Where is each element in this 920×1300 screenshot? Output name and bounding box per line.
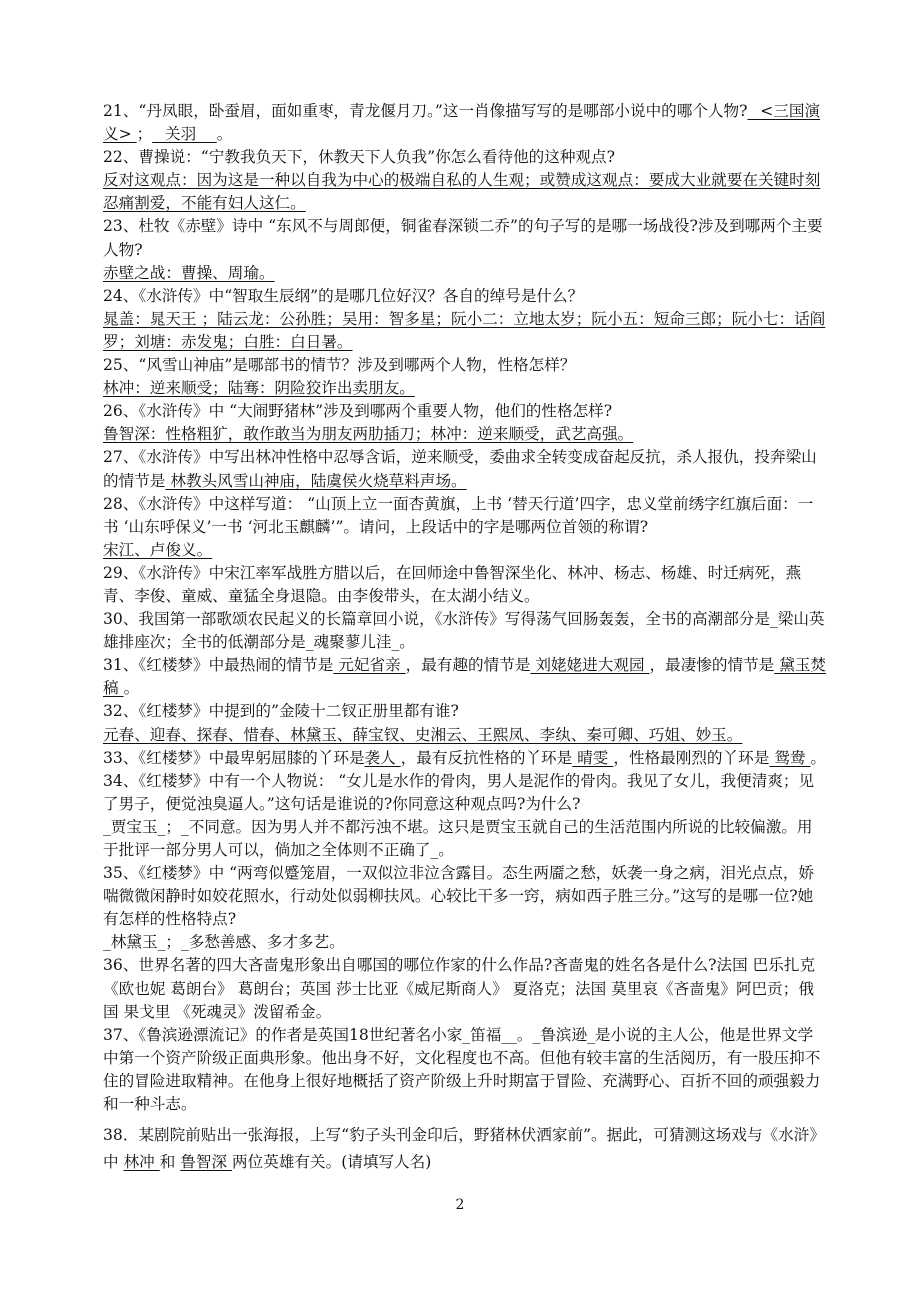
question-text-21: 。 bbox=[216, 125, 233, 144]
blank-answer-33: 袭人 bbox=[364, 748, 401, 767]
question-text-32: 32、《红楼梦》中提到的”金陵十二钗正册里都有谁? bbox=[103, 702, 459, 721]
blank-answer-21: _ 关羽_ _ bbox=[152, 125, 217, 144]
blank-answer-31: 黛玉焚稿 bbox=[103, 656, 827, 698]
question-24 bbox=[103, 285, 828, 354]
question-21 bbox=[103, 100, 828, 146]
blank-answer-33: 鸳鸯 bbox=[769, 748, 811, 767]
question-38 bbox=[103, 1122, 828, 1176]
answer-22: 反对这观点：因为这是一种以自我为中心的极端自私的人生观；或赞成这观点：要成大业就要在关键时刻忍痛割爱，不能有妇人这仁。 bbox=[103, 171, 821, 213]
question-text-33: 33、《红楼梦》中最卑躬屈膝的丫环是 bbox=[103, 748, 365, 767]
question-29 bbox=[103, 562, 828, 608]
question-text-23: 23、杜牧《赤壁》诗中 “东风不与周郎便，铜雀春深锁二乔”的句子写的是哪一场战役?涉及到哪两个主要人物? bbox=[103, 217, 823, 259]
question-text-35: 35、《红楼梦》中 “两弯似蹙笼眉，一双似泣非泣含露目。态生两靥之愁，妖袭一身之病，泪光点点，娇喘微微闲静时如姣花照水，行动处似弱柳扶风。心较比干多一窍，病如西子胜三分。”这写的是哪一位?她有怎样的性格特点? bbox=[103, 864, 815, 929]
answer-23: 赤壁之战：曹操、周瑜。 bbox=[103, 263, 275, 282]
question-list bbox=[103, 100, 828, 1176]
answer-32: 元春、迎春、探春、惜春、林黛玉、薛宝钗、史湘云、王熙凤、李纨、秦可卿、巧姐、妙玉。 bbox=[103, 725, 743, 744]
question-25 bbox=[103, 354, 828, 400]
question-28 bbox=[103, 493, 828, 562]
question-text-24: 24、《水浒传》中“智取生辰纲”的是哪几位好汉？各自的绰号是什么？ bbox=[103, 286, 584, 305]
question-text-38: 和 bbox=[159, 1153, 181, 1172]
question-text-33: ，最有反抗性格的丫环是 bbox=[400, 748, 573, 767]
question-22 bbox=[103, 146, 828, 215]
answer-24: 晁盖：晁天王 ；陆云龙：公孙胜；吴用：智多星；阮小二：立地太岁；阮小五：短命三郎；阮小七：话阎罗；刘塘：赤发鬼；白胜：白日暑。 bbox=[103, 309, 826, 351]
answer-25: 林冲：逆来顺受；陆骞：阴险狡诈出卖朋友。 bbox=[103, 379, 415, 398]
blank-answer-27: 林教头风雪山神庙，陆虞侯火烧草料声场。 bbox=[165, 471, 467, 490]
question-36 bbox=[103, 954, 828, 1023]
page-number: 2 bbox=[455, 1197, 465, 1213]
blank-answer-38: 鲁智深 bbox=[180, 1153, 233, 1172]
question-text-28: 28、《水浒传》中这样写道： “山顶上立一面杏黄旗，上书 ‘替天行道’四字，忠义堂前绣字红旗后面：一书 ‘山东呼保义’一书 ‘河北玉麒麟’”。请问，上段话中的字是哪两位首领的称谓? bbox=[103, 494, 814, 536]
question-text-31: 31、《红楼梦》中最热闹的情节是 bbox=[103, 656, 334, 675]
question-text-22: 22、曹操说：“宁教我负天下，休教天下人负我”你怎么看待他的这种观点? bbox=[103, 148, 615, 167]
question-text-27: 27、《水浒传》中写出林冲性格中忍辱含诟，逆来顺受，委曲求全转变成奋起反抗，杀人报仇，投奔梁山的情节是 bbox=[103, 448, 817, 490]
question-text-34: 34、《红楼梦》中有一个人物说： “女儿是水作的骨肉，男人是泥作的骨肉。我见了女儿，我便清爽；见了男子，便觉浊臭逼人。”这句话是谁说的?你同意这种观点吗?为什么? bbox=[103, 771, 815, 813]
answer-26: 鲁智深：性格粗犷，敢作敢当为朋友两肋插刀；林冲：逆来顺受，武艺高强。 bbox=[103, 425, 634, 444]
blank-answer-31: 刘姥姥进大观园 bbox=[530, 656, 650, 675]
question-text-38: 两位英雄有关。(请填写人名) bbox=[232, 1153, 432, 1172]
blank-answer-21: _ <三国演义> bbox=[103, 102, 821, 144]
question-text-33: 。 bbox=[810, 748, 827, 767]
blank-answer-33: 晴雯 bbox=[572, 748, 614, 767]
question-text-29: 29、《水浒传》中宋江率军战胜方腊以后，在回师途中鲁智深坐化、林冲、杨志、杨雄、时迁病死，燕青、李俊、童威、童猛全身退隐。由李俊带头，在太湖小结义。 bbox=[103, 563, 802, 605]
blank-answer-31: 元妃省亲 bbox=[333, 656, 406, 675]
question-32 bbox=[103, 700, 828, 746]
question-37 bbox=[103, 1024, 828, 1116]
question-text-21: 21、“丹凤眼，卧蚕眉，面如重枣，青龙偃月刀。”这一肖像描写写的是哪部小说中的哪个人物? bbox=[103, 102, 748, 120]
question-text-31: 。 bbox=[123, 679, 140, 698]
question-text-31: ，最凄惨的情节是 bbox=[649, 656, 775, 675]
question-30 bbox=[103, 608, 828, 654]
question-text-38: 38．某剧院前贴出一张海报，上写“豹子头刊金印后，野猪林伏洒家前”。据此，可猜测这场戏与《水浒》中 bbox=[103, 1126, 825, 1172]
question-35 bbox=[103, 862, 828, 954]
answer-34: _贾宝玉_；_不同意。因为男人并不都污浊不堪。这只是贾宝玉就自己的生活范围内所说的比较偏激。用于批评一部分男人可以，倘加之全体则不正确了_。 bbox=[103, 817, 813, 859]
question-33 bbox=[103, 747, 828, 770]
blank-answer-38: 林冲 bbox=[123, 1153, 160, 1172]
question-text-25: 25、“风雪山神庙”是哪部书的情节？涉及到哪两个人物，性格怎样？ bbox=[103, 356, 576, 375]
question-text-26: 26、《水浒传》中 “大闹野猪林”涉及到哪两个重要人物，他们的性格怎样? bbox=[103, 402, 613, 421]
question-text-33: ，性格最刚烈的丫环是 bbox=[613, 748, 770, 767]
answer-35: _林黛玉_；_多愁善感、多才多艺。 bbox=[103, 933, 345, 952]
question-26 bbox=[103, 400, 828, 446]
question-text-31: ，最有趣的情节是 bbox=[405, 656, 531, 675]
question-23 bbox=[103, 215, 828, 284]
question-27 bbox=[103, 446, 828, 492]
question-text-37: 37、《鲁滨逊漂流记》的作者是英国18世纪著名小家_笛福__。_鲁滨逊_是小说的主人公，他是世界文学中第一个资产阶级正面典形象。他出身不好，文化程度也不高。但他有较丰富的生活阅历，有一股压抑不住的冒险进取精神。在他身上很好地概括了资产阶级上升时期富于冒险、充满野心、百折不回的顽强毅力和一种斗志。 bbox=[103, 1025, 821, 1114]
question-text-21: ； bbox=[136, 125, 153, 144]
question-text-30: 30、我国第一部歌颂农民起义的长篇章回小说，《水浒传》写得荡气回肠轰轰，全书的高潮部分是_梁山英雄排座次；全书的低潮部分是_魂聚蓼儿洼_。 bbox=[103, 610, 825, 652]
answer-28: 宋江、卢俊义。 bbox=[103, 540, 213, 559]
question-34 bbox=[103, 770, 828, 862]
question-text-36: 36、世界名著的四大吝啬鬼形象出自哪国的哪位作家的什么作品?吝啬鬼的姓名各是什么?法国 巴乐扎克《欧也妮 葛朗台》 葛朗台；英国 莎士比亚《威尼斯商人》 夏洛克；法国 莫里哀《吝啬鬼》阿巴贡；俄国 果戈里 《死魂灵》泼留希金。 bbox=[103, 956, 816, 1021]
question-31 bbox=[103, 654, 828, 700]
